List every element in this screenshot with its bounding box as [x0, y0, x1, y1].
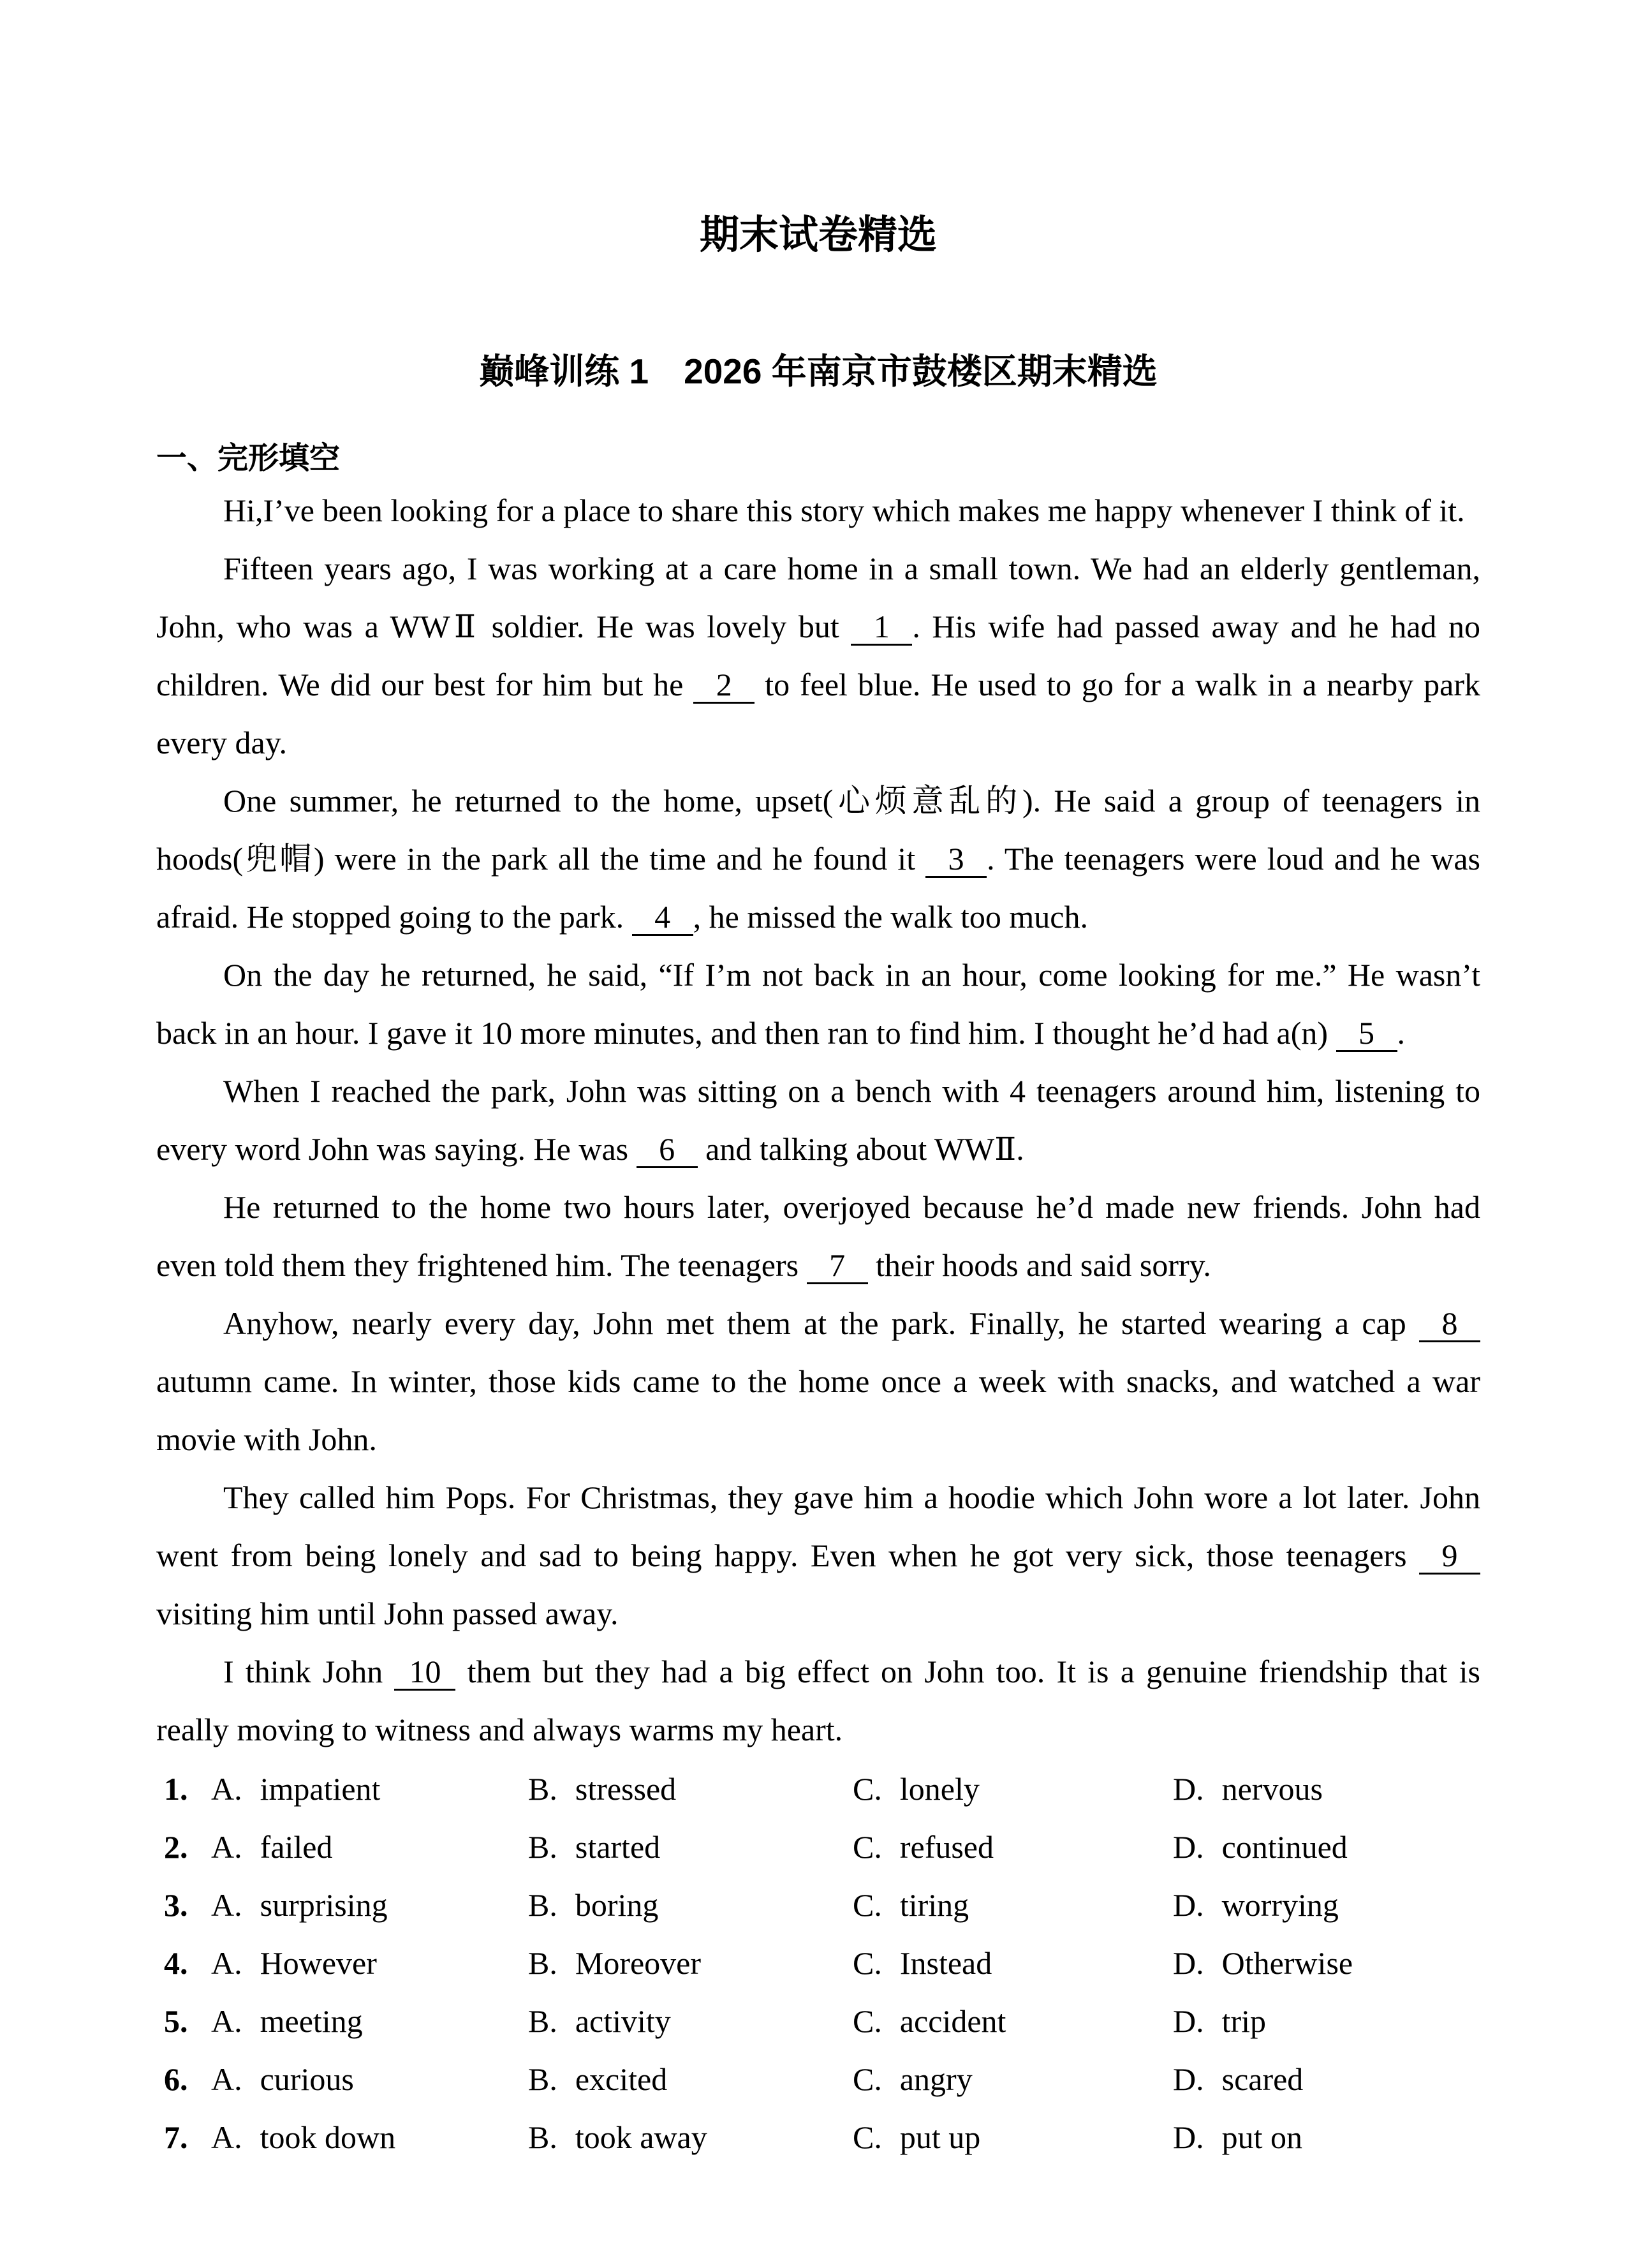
passage-paragraph [156, 1062, 1480, 1178]
question-option [211, 2050, 528, 2109]
option-label: D. [1173, 2003, 1204, 2039]
cloze-blank-6: 6 [637, 1132, 698, 1168]
question-row [156, 1992, 1480, 2050]
option-text: refused [899, 1829, 994, 1865]
passage-text: visiting him until John passed away. [156, 1596, 619, 1631]
passage-text: . The teenagers were loud and he was afraid. He stopped going to the park. [156, 841, 1481, 935]
cloze-blank-3: 3 [925, 842, 987, 878]
question-option [853, 2109, 1173, 2167]
cloze-blank-2: 2 [693, 668, 755, 704]
option-text: Otherwise [1221, 1945, 1353, 1981]
passage-text: Fifteen years ago, I was working at a care home in a small town. We had an elderly gentleman, John, who was a WWⅡ soldier. He was lovely but [156, 551, 1480, 644]
option-text: put up [899, 2119, 981, 2155]
option-label: B. [528, 1771, 557, 1807]
option-label: B. [528, 2061, 557, 2097]
passage-paragraph [156, 482, 1480, 540]
option-text: continued [1221, 1829, 1348, 1865]
option-label: A. [211, 1829, 242, 1865]
option-label: B. [528, 2003, 557, 2039]
passage-text: , he missed the walk too much. [693, 899, 1088, 935]
option-label: A. [211, 1945, 242, 1981]
passage-text: Anyhow, nearly every day, John met them at the park. Finally, he started wearing a cap [223, 1305, 1419, 1341]
section-heading: 一、完形填空 [156, 441, 341, 475]
question-option [1173, 2050, 1480, 2109]
question-option [211, 1934, 528, 1992]
question-row [156, 1760, 1480, 1818]
passage-text: to feel blue. He used to go for a walk in a nearby park every day. [156, 667, 1480, 760]
option-label: D. [1173, 2061, 1204, 2097]
passage-paragraph [156, 772, 1480, 946]
option-label: D. [1173, 1771, 1204, 1807]
option-label: C. [853, 1771, 882, 1807]
option-text: excited [575, 2061, 668, 2097]
option-text: impatient [260, 1771, 381, 1807]
option-label: A. [211, 2119, 242, 2155]
question-option [1173, 1876, 1480, 1934]
option-label: D. [1173, 1945, 1204, 1981]
question-option [1173, 2109, 1480, 2167]
passage-text: On the day he returned, he said, “If I’m not back in an hour, come looking for me.” He wasn’t back in an hour. I gave it 10 more minutes, and then ran to find him. I thought he’d had a(n) [156, 957, 1480, 1051]
passage-text: them but they had a big effect on John too. It is a genuine friendship that is really moving to witness and always warms my heart. [156, 1654, 1480, 1747]
option-text: curious [260, 2061, 354, 2097]
passage-text: and talking about WWⅡ. [697, 1131, 1024, 1167]
question-option [528, 1818, 853, 1876]
option-text: put on [1221, 2119, 1303, 2155]
option-text: scared [1221, 2061, 1304, 2097]
option-label: C. [853, 1829, 882, 1865]
option-label: B. [528, 1887, 557, 1923]
option-label: C. [853, 2061, 882, 2097]
question-option [528, 2109, 853, 2167]
question-row [156, 2050, 1480, 2109]
question-option [853, 1818, 1173, 1876]
passage-text: They called him Pops. For Christmas, they gave him a hoodie which John wore a lot later. John went from being lonely and sad to being happy. Even when he got very sick, those teenagers [156, 1479, 1480, 1573]
cloze-blank-5: 5 [1336, 1016, 1397, 1052]
option-text: Moreover [575, 1945, 702, 1981]
option-label: C. [853, 2003, 882, 2039]
question-number: 2. [164, 1829, 188, 1865]
cloze-blank-8: 8 [1419, 1307, 1480, 1342]
question-row [156, 1818, 1480, 1876]
option-text: nervous [1221, 1771, 1323, 1807]
passage-paragraph [156, 1178, 1480, 1294]
option-label: A. [211, 2061, 242, 2097]
question-option [211, 1876, 528, 1934]
option-text: started [575, 1829, 661, 1865]
question-option [528, 1934, 853, 1992]
cloze-blank-4: 4 [632, 900, 693, 936]
cloze-blank-10: 10 [394, 1655, 455, 1691]
question-option [211, 1992, 528, 2050]
question-number: 4. [164, 1945, 188, 1981]
option-text: stressed [575, 1771, 677, 1807]
question-row [156, 2109, 1480, 2167]
passage-paragraph [156, 1643, 1480, 1759]
option-label: B. [528, 1945, 557, 1981]
question-option [528, 1992, 853, 2050]
option-text: took down [260, 2119, 396, 2155]
passage-paragraph [156, 1294, 1480, 1469]
question-list [156, 1760, 1480, 2167]
cloze-passage [156, 482, 1480, 1759]
question-option [528, 2050, 853, 2109]
question-number: 7. [164, 2119, 188, 2155]
question-number: 6. [164, 2061, 188, 2097]
question-option [853, 1992, 1173, 2050]
question-option [211, 1818, 528, 1876]
option-text: accident [899, 2003, 1006, 2039]
question-option [853, 2050, 1173, 2109]
cloze-blank-9: 9 [1419, 1539, 1480, 1575]
option-label: A. [211, 1771, 242, 1807]
passage-paragraph [156, 946, 1480, 1062]
option-label: C. [853, 1945, 882, 1981]
option-label: A. [211, 2003, 242, 2039]
passage-text: When I reached the park, John was sitting on a bench with 4 teenagers around him, listening to every word John was saying. He was [156, 1073, 1480, 1167]
option-text: boring [575, 1887, 659, 1923]
cloze-blank-1: 1 [851, 610, 912, 646]
option-text: failed [260, 1829, 333, 1865]
option-label: D. [1173, 2119, 1204, 2155]
option-label: C. [853, 1887, 882, 1923]
exam-subtitle: 巅峰训练 1 2026 年南京市鼓楼区期末精选 [479, 352, 1158, 391]
option-text: activity [575, 2003, 671, 2039]
question-number: 3. [164, 1887, 188, 1923]
option-text: However [260, 1945, 377, 1981]
question-option [1173, 1760, 1480, 1818]
option-label: D. [1173, 1887, 1204, 1923]
passage-paragraph [156, 1469, 1480, 1643]
option-text: surprising [260, 1887, 388, 1923]
question-number: 5. [164, 2003, 188, 2039]
passage-paragraph [156, 540, 1480, 772]
option-text: took away [575, 2119, 707, 2155]
option-label: B. [528, 1829, 557, 1865]
question-option [1173, 1934, 1480, 1992]
option-text: angry [899, 2061, 973, 2097]
option-text: Instead [899, 1945, 992, 1981]
option-label: B. [528, 2119, 557, 2155]
option-text: tiring [899, 1887, 969, 1923]
passage-text: their hoods and said sorry. [867, 1247, 1211, 1283]
question-option [211, 2109, 528, 2167]
option-label: D. [1173, 1829, 1204, 1865]
question-option [211, 1760, 528, 1818]
question-row [156, 1934, 1480, 1992]
question-option [1173, 1992, 1480, 2050]
question-row [156, 1876, 1480, 1934]
passage-text: . His wife had passed away and he had no children. We did our best for him but he [156, 609, 1480, 702]
question-option [528, 1760, 853, 1818]
passage-text: One summer, he returned to the home, upset(心烦意乱的). He said a group of teenagers in hoods(兜帽) were in the park all the time and he found it [156, 783, 1480, 877]
option-text: trip [1221, 2003, 1267, 2039]
question-option [853, 1760, 1173, 1818]
question-option [1173, 1818, 1480, 1876]
option-text: lonely [899, 1771, 980, 1807]
question-option [853, 1934, 1173, 1992]
question-number: 1. [164, 1771, 188, 1807]
passage-text: autumn came. In winter, those kids came to the home once a week with snacks, and watched a war movie with John. [156, 1363, 1480, 1457]
option-label: A. [211, 1887, 242, 1923]
option-label: C. [853, 2119, 882, 2155]
page-title: 期末试卷精选 [699, 214, 937, 257]
cloze-blank-7: 7 [807, 1249, 868, 1284]
option-text: meeting [260, 2003, 363, 2039]
passage-text: Hi,I’ve been looking for a place to share this story which makes me happy whenever I think of it. [223, 493, 1465, 528]
option-text: worrying [1221, 1887, 1339, 1923]
passage-text: . [1397, 1015, 1406, 1051]
question-option [853, 1876, 1173, 1934]
passage-text: I think John [223, 1654, 395, 1689]
passage-text: He returned to the home two hours later, overjoyed because he’d made new friends. John had even told them they frightened him. The teenagers [156, 1189, 1480, 1283]
question-option [528, 1876, 853, 1934]
